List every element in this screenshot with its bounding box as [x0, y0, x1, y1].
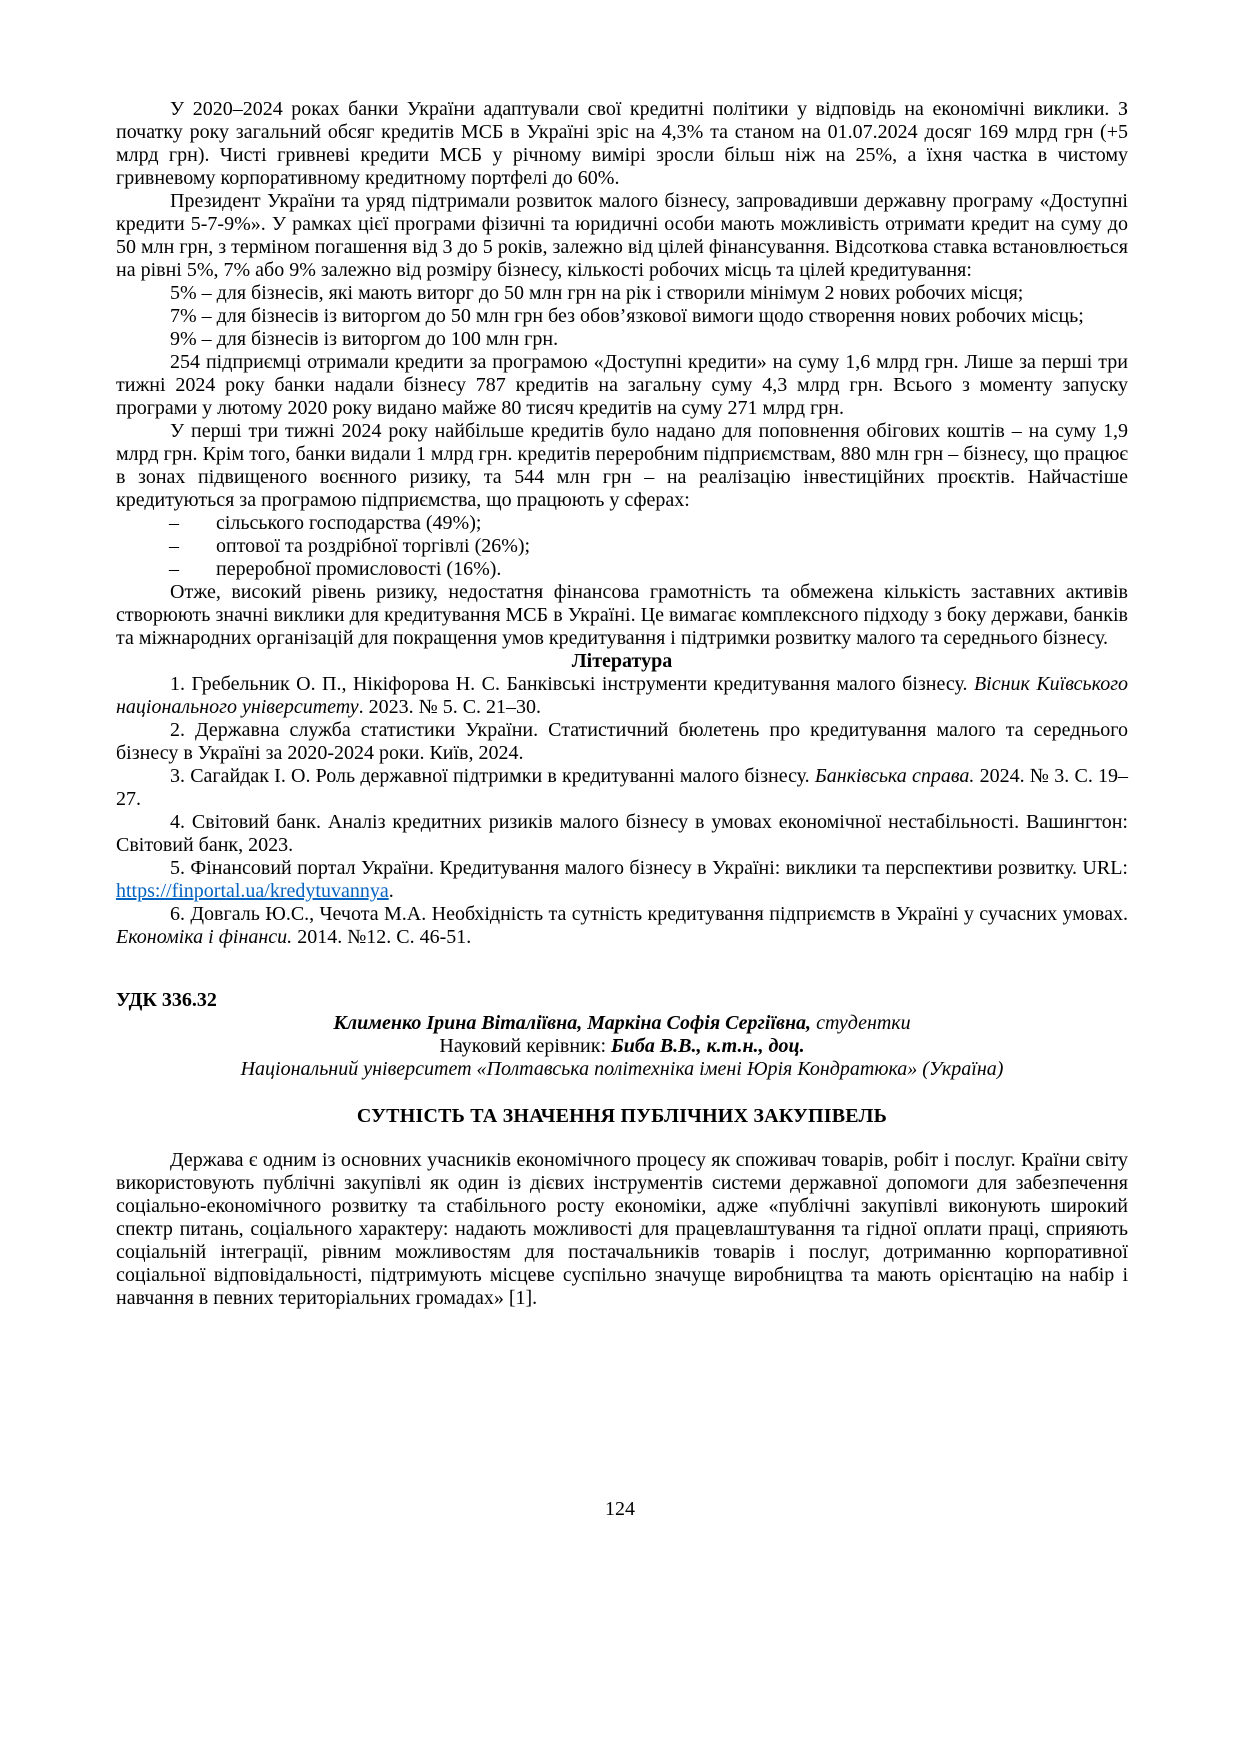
reference-text: 4. Світовий банк. Аналіз кредитних ризиків малого бізнесу в умовах економічної нестабільності. Вашингтон: Світовий банк, 2023. — [116, 811, 1128, 856]
reference-text: 2024. № 3. С. 19–27. — [116, 765, 1129, 810]
reference-journal: Економіка і фінанси. — [116, 926, 293, 948]
paragraph: 5% – для бізнесів, які мають виторг до 50 млн грн на рік і створили мінімум 2 нових робочих місця; — [170, 282, 1024, 304]
dash-list-item-text: переробної промисловості (16%). — [216, 558, 502, 580]
paragraph: 9% – для бізнесів із виторгом до 100 млн грн. — [170, 328, 559, 350]
authors-names: Клименко Ірина Віталіївна, Маркіна Софія Сергіївна, — [333, 1012, 812, 1034]
reference-item — [116, 673, 1128, 719]
supervisor-line — [116, 1035, 1128, 1058]
dash-bullet: – — [169, 535, 179, 557]
supervisor-label: Науковий керівник: — [439, 1035, 612, 1057]
article-title: СУТНІСТЬ ТА ЗНАЧЕННЯ ПУБЛІЧНИХ ЗАКУПІВЕЛЬ — [356, 1105, 888, 1127]
paragraph: У перші три тижні 2024 року найбільше кредитів було надано для поповнення обігових коштів – на суму 1,9 млрд грн. Крім того, банки видали 1 млрд грн. кредитів переробним підприємствам, 880 млн грн – бізнесу, що працює в зонах підвищеного воєнного ризику, та 544 млн грн – на реалізацію інвестиційних проєктів. Найчастіше кредитуються за програмою підприємства, що працюють у сферах: — [116, 420, 1128, 511]
reference-item — [116, 811, 1128, 857]
dash-list-item-text: оптової та роздрібної торгівлі (26%); — [216, 535, 531, 557]
reference-text: 6. Довгаль Ю.С., Чечота М.А. Необхідність та сутність кредитування підприємств в Україні у сучасних умовах. — [170, 903, 1128, 925]
reference-text: . 2023. № 5. С. 21–30. — [358, 696, 542, 718]
reference-link[interactable]: https://finportal.ua/kredytuvannya — [116, 880, 389, 902]
dash-list-item — [116, 535, 1128, 558]
reference-text: 5. Фінансовий портал України. Кредитування малого бізнесу в Україні: виклики та перспективи розвитку. URL: — [170, 857, 1128, 879]
reference-text: . — [388, 880, 394, 902]
reference-text: 3. Сагайдак І. О. Роль державної підтримки в кредитуванні малого бізнесу. — [170, 765, 815, 787]
reference-journal: Вісник Київського національного університету — [116, 673, 1128, 718]
dash-bullet: – — [169, 512, 179, 534]
reference-text: 1. Гребельник О. П., Нікіфорова Н. С. Банківські інструменти кредитування малого бізнесу. — [170, 673, 974, 695]
reference-item — [116, 857, 1128, 903]
paragraph: Держава є одним із основних учасників економічного процесу як споживач товарів, робіт і послуг. Країни світу використовують публічні закупівлі як один із дієвих інструментів системи державної допомоги для забезпечення соціально-економічного розвитку та стабільного росту економіки, адже «публічні закупівлі виконують широкий спектр питань, соціального характеру: надають можливості для працевлаштування та гідної оплати праці, сприяють соціальній інтеграції, рівним можливостям для постачальників товарів і послуг, дотриманню корпоративної соціальної відповідальності, підтримують місцеве суспільно значуще виробництва та мають орієнтацію на набір і навчання в певних територіальних громадах» [1]. — [116, 1149, 1128, 1309]
paragraph: 7% – для бізнесів із виторгом до 50 млн грн без обов’язкової вимоги щодо створення нових робочих місць; — [170, 305, 1084, 327]
dash-bullet: – — [169, 558, 179, 580]
dash-list-item-text: сільського господарства (49%); — [216, 512, 482, 534]
paragraph: У 2020–2024 роках банки України адаптували свої кредитні політики у відповідь на економічні виклики. З початку року загальний обсяг кредитів МСБ в Україні зріс на 4,3% та станом на 01.07.2024 досяг 169 млрд грн (+5 млрд грн). Чисті гривневі кредити МСБ у річному вимірі зросли більш ніж на 25%, а їхня частка в чистому гривневому корпоративному кредитному портфелі до 60%. — [116, 98, 1128, 189]
paragraph: Отже, високий рівень ризику, недостатня фінансова грамотність та обмежена кількість заставних активів створюють значні виклики для кредитування МСБ в Україні. Це вимагає комплексного підходу з боку держави, банків та міжнародних організацій для покращення умов кредитування і підтримки розвитку малого та середнього бізнесу. — [116, 581, 1128, 649]
dash-list-item — [116, 558, 1128, 581]
reference-text: 2014. №12. С. 46-51. — [292, 926, 472, 948]
supervisor-name: Биба В.В., к.т.н., доц. — [611, 1035, 805, 1057]
reference-item — [116, 719, 1128, 765]
reference-text: 2. Державна служба статистики України. Статистичний бюлетень про кредитування малого та середнього бізнесу в Україні за 2020-2024 роки. Київ, 2024. — [116, 719, 1128, 764]
reference-journal: Банківська справа. — [814, 765, 975, 787]
dash-list-item — [116, 512, 1128, 535]
udc-code: УДК 336.32 — [116, 989, 217, 1011]
reference-item — [116, 903, 1128, 949]
reference-item — [116, 765, 1128, 811]
paragraph: Президент України та уряд підтримали розвиток малого бізнесу, запровадивши державну програму «Доступні кредити 5-7-9%». У рамках цієї програми фізичні та юридичні особи мають можливість отримати кредит на суму до 50 млн грн, з терміном погашення від 3 до 5 років, залежно від цілей фінансування. Відсоткова ставка встановлюється на рівні 5%, 7% або 9% залежно від розміру бізнесу, кількості робочих місць та цілей кредитування: — [116, 190, 1128, 281]
paragraph: 254 підприємці отримали кредити за програмою «Доступні кредити» на суму 1,6 млрд грн. Лише за перші три тижні 2024 року банки надали бізнесу 787 кредитів на загальну суму 4,3 млрд грн. Всього з моменту запуску програми у лютому 2020 року видано майже 80 тисяч кредитів на суму 271 млрд грн. — [116, 351, 1128, 419]
literature-heading: Література — [571, 650, 673, 672]
authors-role: студентки — [811, 1012, 911, 1034]
authors-line — [116, 1012, 1128, 1035]
page-number: 124 — [605, 1498, 635, 1520]
affiliation-line: Національний університет «Полтавська політехніка імені Юрія Кондратюка» (Україна) — [240, 1058, 1004, 1080]
